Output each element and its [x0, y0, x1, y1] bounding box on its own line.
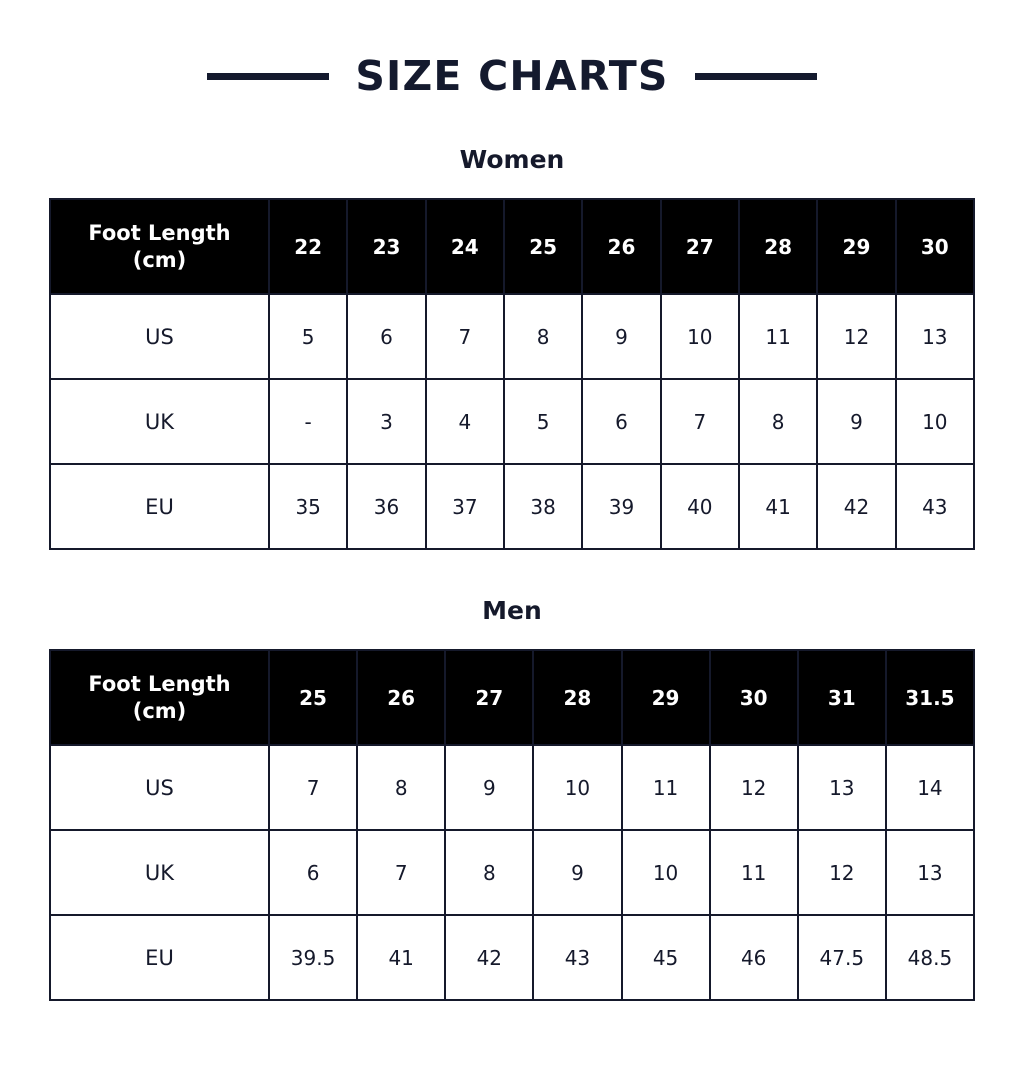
corner-label-line2: (cm): [132, 247, 187, 272]
cell-value: 9: [582, 294, 660, 379]
size-table-men: [49, 649, 975, 1001]
row-label-eu: EU: [50, 915, 269, 1000]
cell-value: 7: [426, 294, 504, 379]
cell-value: -: [269, 379, 347, 464]
corner-header-women: [50, 199, 269, 294]
row-label-us: US: [50, 294, 269, 379]
table-head-men: [50, 650, 974, 745]
table-body-women: [50, 294, 974, 549]
size-table-women: [49, 198, 975, 550]
cell-value: 35: [269, 464, 347, 549]
cell-value: 43: [896, 464, 974, 549]
cell-value: 3: [347, 379, 425, 464]
title-rule-left: [207, 73, 329, 80]
title-row: [0, 52, 1024, 100]
cell-value: 11: [622, 745, 710, 830]
cell-value: 5: [269, 294, 347, 379]
foot-length-header: 28: [739, 199, 817, 294]
corner-label-line1: Foot Length: [88, 221, 231, 246]
size-charts-page: [0, 52, 1024, 1080]
cell-value: 11: [710, 830, 798, 915]
cell-value: 10: [896, 379, 974, 464]
cell-value: 10: [533, 745, 621, 830]
table-row: [50, 464, 974, 549]
cell-value: 5: [504, 379, 582, 464]
cell-value: 13: [886, 830, 974, 915]
foot-length-header: 27: [445, 650, 533, 745]
foot-length-header: 23: [347, 199, 425, 294]
table-row: [50, 830, 974, 915]
cell-value: 11: [739, 294, 817, 379]
cell-value: 10: [661, 294, 739, 379]
cell-value: 47.5: [798, 915, 886, 1000]
table-body-men: [50, 745, 974, 1000]
corner-label-line1: Foot Length: [88, 672, 231, 697]
cell-value: 7: [661, 379, 739, 464]
cell-value: 7: [269, 745, 357, 830]
foot-length-header: 28: [533, 650, 621, 745]
title-rule-right: [695, 73, 817, 80]
foot-length-header: 22: [269, 199, 347, 294]
foot-length-header: 29: [622, 650, 710, 745]
cell-value: 8: [445, 830, 533, 915]
foot-length-header: 30: [896, 199, 974, 294]
cell-value: 9: [533, 830, 621, 915]
foot-length-header: 30: [710, 650, 798, 745]
cell-value: 43: [533, 915, 621, 1000]
cell-value: 14: [886, 745, 974, 830]
cell-value: 8: [504, 294, 582, 379]
cell-value: 39: [582, 464, 660, 549]
foot-length-header: 25: [269, 650, 357, 745]
corner-label-line2: (cm): [132, 698, 187, 723]
table-head-women: [50, 199, 974, 294]
row-label-uk: UK: [50, 379, 269, 464]
cell-value: 12: [710, 745, 798, 830]
table-row: [50, 199, 974, 294]
foot-length-header: 26: [357, 650, 445, 745]
cell-value: 41: [739, 464, 817, 549]
cell-value: 48.5: [886, 915, 974, 1000]
cell-value: 12: [798, 830, 886, 915]
cell-value: 46: [710, 915, 798, 1000]
foot-length-header: 24: [426, 199, 504, 294]
cell-value: 8: [739, 379, 817, 464]
foot-length-header: 25: [504, 199, 582, 294]
page-title: SIZE CHARTS: [355, 52, 669, 100]
cell-value: 36: [347, 464, 425, 549]
cell-value: 45: [622, 915, 710, 1000]
corner-header-men: [50, 650, 269, 745]
table-row: [50, 745, 974, 830]
cell-value: 39.5: [269, 915, 357, 1000]
cell-value: 13: [896, 294, 974, 379]
table-row: [50, 650, 974, 745]
table-row: [50, 379, 974, 464]
cell-value: 10: [622, 830, 710, 915]
cell-value: 42: [817, 464, 895, 549]
foot-length-header: 31.5: [886, 650, 974, 745]
row-label-us: US: [50, 745, 269, 830]
cell-value: 6: [269, 830, 357, 915]
cell-value: 37: [426, 464, 504, 549]
cell-value: 8: [357, 745, 445, 830]
cell-value: 40: [661, 464, 739, 549]
cell-value: 9: [817, 379, 895, 464]
cell-value: 9: [445, 745, 533, 830]
section-heading-women: Women: [459, 145, 565, 174]
cell-value: 6: [347, 294, 425, 379]
size-table-women-wrap: [49, 198, 975, 550]
size-table-men-wrap: [49, 649, 975, 1001]
table-row: [50, 915, 974, 1000]
foot-length-header: 27: [661, 199, 739, 294]
cell-value: 4: [426, 379, 504, 464]
foot-length-header: 26: [582, 199, 660, 294]
foot-length-header: 29: [817, 199, 895, 294]
row-label-uk: UK: [50, 830, 269, 915]
cell-value: 7: [357, 830, 445, 915]
cell-value: 42: [445, 915, 533, 1000]
section-heading-men: Men: [482, 596, 542, 625]
cell-value: 41: [357, 915, 445, 1000]
cell-value: 12: [817, 294, 895, 379]
row-label-eu: EU: [50, 464, 269, 549]
cell-value: 6: [582, 379, 660, 464]
foot-length-header: 31: [798, 650, 886, 745]
table-row: [50, 294, 974, 379]
cell-value: 13: [798, 745, 886, 830]
cell-value: 38: [504, 464, 582, 549]
